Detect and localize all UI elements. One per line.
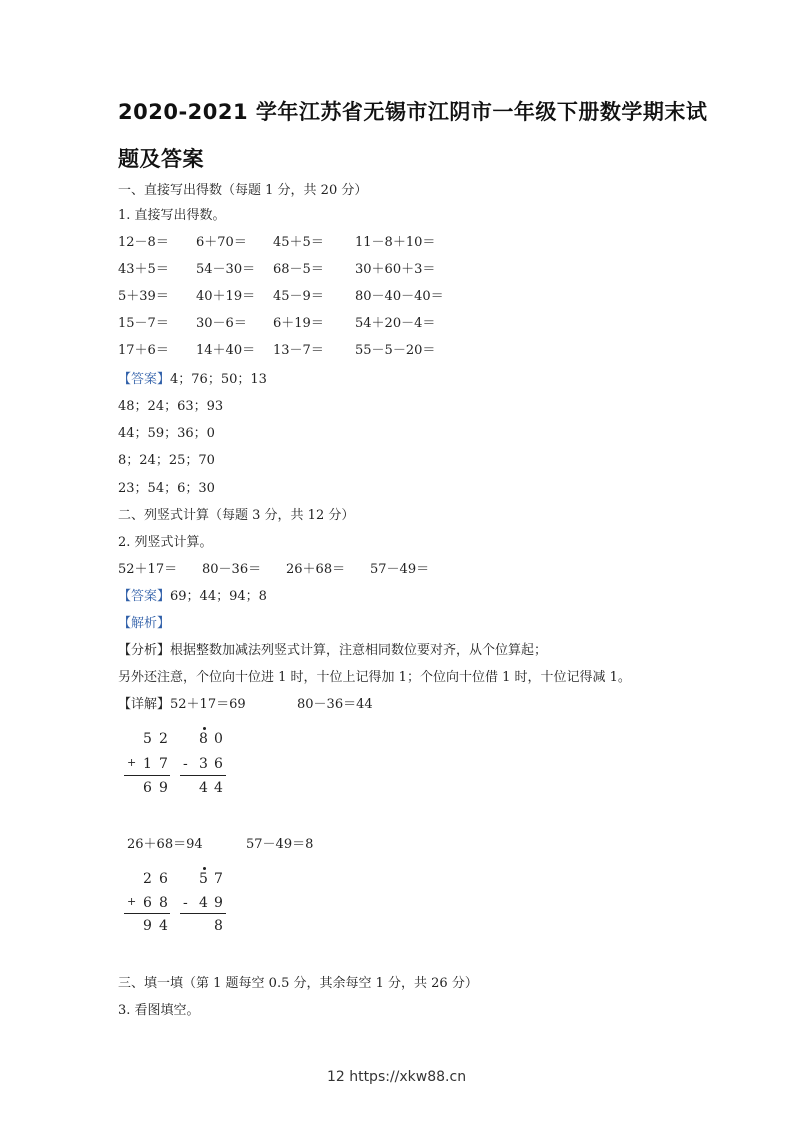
section2-heading: 二、列竖式计算（每题 3 分，共 12 分）	[118, 508, 355, 523]
arithmetic-item: 5＋39＝	[118, 289, 169, 304]
analysis-line1	[118, 643, 547, 659]
equation-4: 57－49＝8	[246, 837, 314, 852]
digit: 8	[214, 918, 223, 934]
fenxi-tag: 【分析】	[118, 643, 171, 658]
arithmetic-item: 68－5＝	[273, 262, 324, 277]
arithmetic-item: 15－7＝	[118, 316, 169, 331]
expr: 57－49＝	[370, 562, 430, 577]
digit: 4	[199, 895, 208, 911]
digit: 9	[143, 918, 152, 934]
answer-tag: 【答案】	[118, 372, 171, 387]
page-footer: 12 https://xkw88.cn	[326, 1069, 467, 1085]
arithmetic-item: 11－8＋10＝	[355, 235, 436, 250]
arithmetic-item: 13－7＝	[273, 343, 324, 358]
digit: 2	[143, 871, 152, 887]
expr: 52＋17＝	[118, 562, 178, 577]
digit: 4	[159, 918, 168, 934]
answer-1-line3: 44；59；36；0	[118, 426, 215, 441]
section1-heading: 一、直接写出得数（每题 1 分，共 20 分）	[118, 183, 368, 198]
plus-sign: +	[127, 756, 137, 769]
analysis-tag: 【解析】	[118, 616, 171, 631]
detail-line1	[118, 697, 246, 713]
digit: 8	[159, 895, 168, 911]
digit: 9	[159, 780, 168, 796]
expr: 80－36＝	[202, 562, 262, 577]
arithmetic-item: 45－9＝	[273, 289, 324, 304]
borrow-dot	[203, 727, 206, 730]
arithmetic-item: 40＋19＝	[196, 289, 256, 304]
answer-1-line5: 23；54；6；30	[118, 481, 215, 496]
digit: 4	[199, 780, 208, 796]
digit: 1	[143, 756, 152, 772]
arithmetic-item: 80－40－40＝	[355, 289, 444, 304]
question-3: 3. 看图填空。	[118, 1003, 200, 1018]
difference-line	[180, 913, 226, 914]
answer-text: 4；76；50；13	[170, 372, 267, 387]
answer-tag: 【答案】	[118, 589, 171, 604]
digit: 9	[214, 895, 223, 911]
digit: 4	[214, 780, 223, 796]
answer-1-line1	[118, 372, 267, 388]
digit: 5	[199, 871, 208, 887]
minus-sign: -	[183, 756, 188, 772]
arithmetic-item: 6＋19＝	[273, 316, 324, 331]
borrow-dot	[203, 867, 206, 870]
doc-title-line1: 2020-2021 学年江苏省无锡市江阴市一年级下册数学期末试	[118, 100, 708, 124]
arithmetic-item: 45＋5＝	[273, 235, 324, 250]
arithmetic-item: 43＋5＝	[118, 262, 169, 277]
question-1: 1. 直接写出得数。	[118, 208, 226, 223]
plus-sign: +	[127, 895, 137, 908]
equation-1: 52＋17＝69	[170, 697, 246, 712]
expr: 26＋68＝	[286, 562, 346, 577]
arithmetic-item: 54＋20－4＝	[355, 316, 436, 331]
equation-3: 26＋68＝94	[127, 837, 203, 852]
fenxi-text: 根据整数加减法列竖式计算，注意相同数位要对齐，从个位算起；	[170, 643, 548, 658]
arithmetic-item: 6＋70＝	[196, 235, 247, 250]
arithmetic-item: 30＋60＋3＝	[355, 262, 436, 277]
digit: 6	[159, 871, 168, 887]
arithmetic-item: 30－6＝	[196, 316, 247, 331]
digit: 8	[199, 731, 208, 747]
answer-2	[118, 589, 267, 605]
analysis-line2: 另外还注意，个位向十位进 1 时，十位上记得加 1；个位向十位借 1 时，十位记得减 1。	[118, 670, 631, 685]
digit: 7	[214, 871, 223, 887]
digit: 6	[214, 756, 223, 772]
sum-line	[124, 913, 170, 914]
digit: 0	[214, 731, 223, 747]
section3-heading: 三、填一填（第 1 题每空 0.5 分，其余每空 1 分，共 26 分）	[118, 976, 478, 991]
equation-2: 80－36＝44	[297, 697, 373, 712]
doc-title-line2: 题及答案	[118, 147, 204, 171]
arithmetic-item: 17＋6＝	[118, 343, 169, 358]
digit: 6	[143, 895, 152, 911]
answer-1-line2: 48；24；63；93	[118, 399, 224, 414]
digit: 2	[159, 731, 168, 747]
digit: 7	[159, 756, 168, 772]
digit: 6	[143, 780, 152, 796]
arithmetic-item: 55－5－20＝	[355, 343, 436, 358]
answer-1-line4: 8；24；25；70	[118, 453, 215, 468]
digit: 5	[143, 731, 152, 747]
question-2: 2. 列竖式计算。	[118, 535, 213, 550]
digit: 3	[199, 756, 208, 772]
answer-text: 69；44；94；8	[170, 589, 267, 604]
arithmetic-item: 14＋40＝	[196, 343, 256, 358]
arithmetic-item: 12－8＝	[118, 235, 169, 250]
arithmetic-item: 54－30＝	[196, 262, 256, 277]
minus-sign: -	[183, 895, 188, 911]
detail-tag: 【详解】	[118, 697, 171, 712]
sum-line	[124, 775, 170, 776]
difference-line	[180, 775, 226, 776]
